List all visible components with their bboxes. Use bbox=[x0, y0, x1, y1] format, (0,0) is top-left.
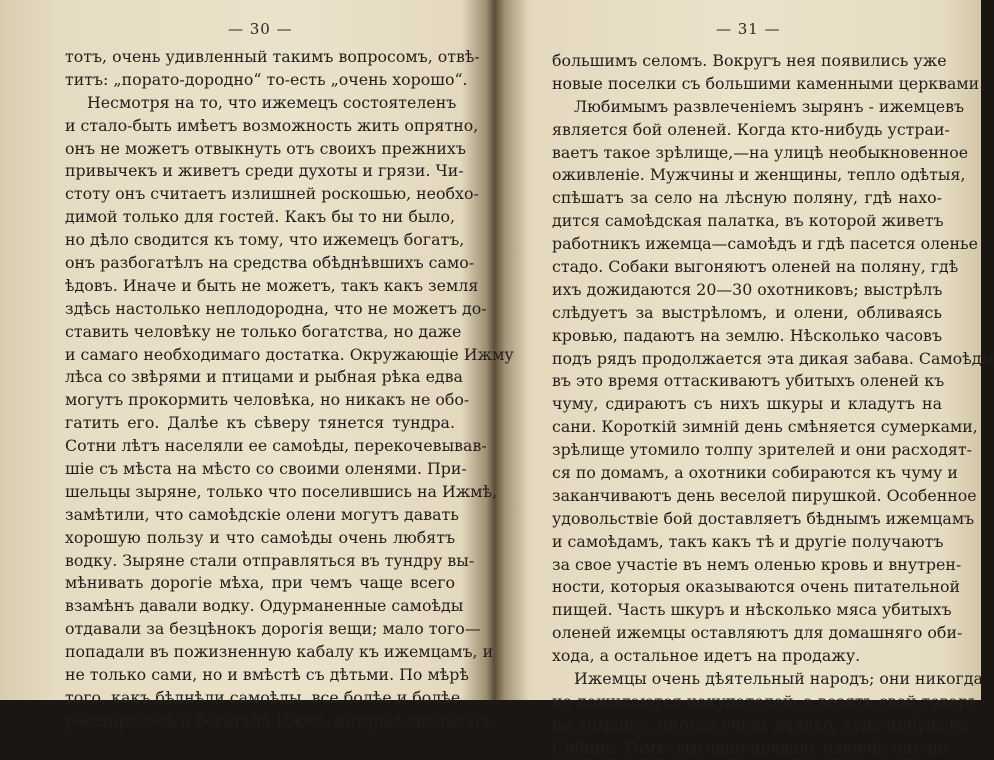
text-line: ности, которыя оказываются очень питательной bbox=[552, 577, 961, 597]
text-line: оживленіе. Мужчины и женщины, тепло одѣтыя, bbox=[552, 165, 966, 185]
text-line: большимъ селомъ. Вокругъ нея появились уже bbox=[552, 51, 947, 70]
text-line: является бой оленей. Когда кто-нибудь устраи- bbox=[552, 119, 950, 139]
text-line: тотъ, очень удивленный такимъ вопросомъ, отвѣ- bbox=[65, 47, 480, 66]
text-line: и самоѣдамъ, такъ какъ тѣ и другіе получаютъ bbox=[552, 531, 944, 551]
text-line: отдавали за безцѣнокъ дорогія вещи; мало того— bbox=[65, 619, 481, 639]
text-line: Несмотря на то, что ижемецъ состоятеленъ bbox=[87, 92, 457, 112]
text-line: могутъ прокормить человѣка, но никакъ не обо- bbox=[65, 390, 470, 410]
text-line: взамѣнъ давали водку. Одурманенные самоѣды bbox=[65, 596, 464, 616]
right-page-text bbox=[552, 50, 994, 760]
text-line: гатить его. Далѣе къ сѣверу тянется тундра. bbox=[65, 413, 455, 433]
text-line: водку. Зыряне стали отправляться въ тундру вы- bbox=[65, 550, 475, 570]
left-page-text bbox=[65, 46, 514, 733]
text-line: чуму, сдираютъ съ нихъ шкуры и кладутъ на bbox=[552, 394, 942, 414]
text-line: оленей ижемцы оставляютъ для домашняго оби- bbox=[552, 623, 963, 643]
text-line: здѣсь настолько неплодородна, что не можетъ до- bbox=[65, 298, 487, 318]
text-line: онъ не можетъ отвыкнуть отъ своихъ прежнихъ bbox=[65, 138, 466, 158]
text-line: не только сами, но и вмѣстѣ съ дѣтьми. По мѣрѣ bbox=[65, 665, 469, 685]
left-page bbox=[0, 0, 514, 730]
text-line: мѣнивать дорогіе мѣха, при чемъ чаще всего bbox=[65, 573, 455, 593]
text-line: пищей. Часть шкуръ и нѣсколько мяса убитыхъ bbox=[552, 600, 952, 620]
text-line: ставить человѣку не только богатства, но даже bbox=[65, 321, 462, 341]
text-line: не дожидаются цокупателей, а возятъ свой товаръ bbox=[552, 691, 979, 711]
text-line: на ярмарку, иногда очень далеко, куда-нибудь въ bbox=[552, 714, 969, 734]
text-line: шіе съ мѣста на мѣсто со своими оленями. При- bbox=[65, 459, 467, 479]
text-line: Сибирь. Тамъ, выгодно продавъ оленей, онъ по- bbox=[552, 737, 953, 757]
text-line: удовольствіе бой доставляетъ бѣднымъ ижемцамъ bbox=[552, 508, 975, 528]
text-line: расширялась и богатѣла Ижма, которая сдѣлалась bbox=[65, 710, 493, 730]
text-line: работникъ ижемца—самоѣдъ и гдѣ пасется оленье bbox=[552, 234, 978, 254]
text-line: дится самоѣдская палатка, въ которой живетъ bbox=[552, 211, 944, 231]
text-line: ваетъ такое зрѣлище,—на улицѣ необыкновенное bbox=[552, 142, 969, 162]
text-line: слѣдуетъ за выстрѣломъ, и олени, обливаясь bbox=[552, 302, 942, 322]
text-line: и стало-быть имѣетъ возможность жить опрятно, bbox=[65, 115, 479, 135]
text-line: Ижемцы очень дѣятельный народъ; они никогда bbox=[574, 669, 983, 689]
text-line: онъ разбогатѣлъ на средства обѣднѣвшихъ само- bbox=[65, 253, 475, 273]
text-line: подъ рядъ продолжается эта дикая забава. Самоѣды bbox=[552, 348, 994, 368]
text-line: ѣдовъ. Иначе и быть не можетъ, такъ какъ земля bbox=[65, 275, 479, 295]
text-line: заканчиваютъ день веселой пирушкой. Особенное bbox=[552, 485, 977, 505]
text-line: и самаго необходимаго достатка. Окружающіе Ижму bbox=[65, 344, 514, 364]
text-line: кровью, падаютъ на землю. Нѣсколько часовъ bbox=[552, 325, 942, 345]
text-line: сани. Короткій зимній день смѣняется сумерками, bbox=[552, 417, 978, 437]
text-line: того, какъ бѣднѣли самоѣды, все болѣе и болѣе bbox=[65, 687, 461, 707]
text-line: хода, а остальное идетъ на продажу. bbox=[552, 646, 861, 666]
text-line: привычекъ и живетъ среди духоты и грязи. Чи- bbox=[65, 161, 464, 181]
right-page bbox=[492, 0, 994, 757]
text-line: зрѣлище утомило толпу зрителей и они расходят- bbox=[552, 440, 972, 460]
text-line: за свое участіе въ немъ оленью кровь и внутрен- bbox=[552, 554, 962, 574]
text-line: стадо. Собаки выгоняютъ оленей на поляну, гдѣ bbox=[552, 257, 959, 277]
text-line: хорошую пользу и что самоѣды очень любятъ bbox=[65, 527, 455, 547]
text-line: димой только для гостей. Какъ бы то ни было, bbox=[65, 207, 455, 227]
text-line: лѣса со звѣрями и птицами и рыбная рѣка едва bbox=[65, 367, 463, 387]
text-line: замѣтили, что самоѣдскіе олени могутъ давать bbox=[65, 504, 459, 524]
text-line: ихъ дожидаются 20—30 охотниковъ; выстрѣлъ bbox=[552, 279, 943, 299]
text-line: новые поселки съ большими каменными церквами. bbox=[552, 73, 985, 93]
text-line: Сотни лѣтъ населяли ее самоѣды, перекочевывав- bbox=[65, 436, 487, 456]
text-line: ся по домамъ, а охотники собираются къ чуму и bbox=[552, 463, 958, 483]
text-line: шельцы зыряне, только что поселившись на Ижмѣ, bbox=[65, 481, 498, 501]
text-line: попадали въ пожизненную кабалу къ ижемцамъ, и bbox=[65, 642, 494, 662]
text-line: спѣшатъ за село на лѣсную поляну, гдѣ нахо- bbox=[552, 188, 942, 208]
text-line: въ это время оттаскиваютъ убитыхъ оленей къ bbox=[552, 371, 945, 391]
text-line: титъ: „порато-дородно“ то-есть „очень хорошо“. bbox=[65, 69, 468, 89]
text-line: но дѣло сводится къ тому, что ижемецъ богатъ, bbox=[65, 230, 465, 250]
text-line: стоту онъ считаетъ излишней роскошью, необхо- bbox=[65, 184, 479, 204]
text-line: Любимымъ развлеченіемъ зырянъ - ижемцевъ bbox=[574, 96, 965, 116]
page-number-left: — 30 — bbox=[228, 20, 293, 38]
page-number-right: — 31 — bbox=[716, 20, 781, 38]
